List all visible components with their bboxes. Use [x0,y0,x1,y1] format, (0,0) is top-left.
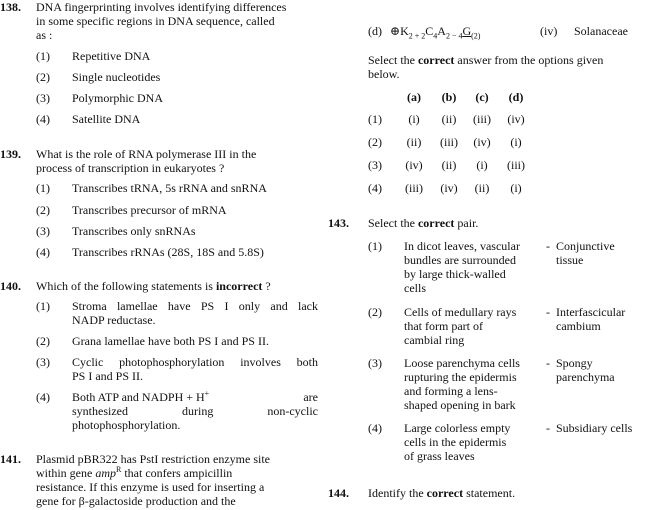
pair-line: Loose parenchyma cells [404,356,520,370]
question-line: as : [36,28,53,42]
option-number: (3) [36,91,50,105]
pair-line: cells [404,281,426,295]
instruction [368,53,650,81]
table-row[interactable] [368,181,568,197]
pair-left [404,356,544,412]
table-row[interactable] [368,135,568,151]
pair-line: cambium [556,319,601,333]
question-text [36,0,318,42]
row-number: (1) [368,112,382,126]
floral-formula [390,24,481,41]
row-number: (4) [368,181,382,195]
pair-left [404,421,544,463]
question-line: What is the role of RNA polymerase III in the [36,147,257,161]
option-number: (1) [368,239,382,253]
superscript: R [116,465,122,474]
pair-line: In dicot leaves, vascular [404,239,520,253]
option-text: Polymorphic DNA [72,91,163,105]
text: Select the [368,53,418,67]
question-line: process of transcription in eukaryotes ? [36,161,225,175]
table-cell: (i) [510,181,522,195]
text: K [400,24,409,38]
text: pair. [454,216,479,230]
option-text [72,299,318,327]
text: are [303,390,318,404]
option-line: photophosphorylation. [72,418,181,432]
option-text: Satellite DNA [72,112,141,126]
column-header: (c) [475,90,489,104]
option-text [72,355,318,383]
question-number: 140. [0,279,21,293]
question-line: DNA fingerprinting involves identifying differences [36,0,287,14]
emphasis: correct [417,216,455,230]
option-number: (3) [36,224,50,238]
pair-line: and forming a lens- [404,384,498,398]
table-cell: (i) [408,112,420,126]
emphasis: correct [426,486,464,500]
pair-line: by large thick-walled [404,267,506,281]
text: Select the [368,216,418,230]
option-line: Cyclic photophosphorylation involves both [72,355,318,369]
answer-options-table [368,90,568,195]
dash: - [546,356,550,370]
subscript: 4 [433,31,438,41]
subscript: (2) [471,31,481,41]
question-text [368,216,478,230]
table-row[interactable] [368,112,568,128]
option-number: (2) [36,334,50,348]
text: within gene [36,466,96,480]
text: that confers ampicillin [121,466,233,480]
pair-left [404,305,544,347]
table-cell: (ii) [474,181,490,195]
row-number: (3) [368,158,382,172]
pair-line: cells in the epidermis [404,435,507,449]
pair-line: of grass leaves [404,449,475,463]
option-number: (1) [36,299,50,313]
option-line: PS I and PS II. [72,369,144,383]
pair-right [556,305,625,333]
pair-line: cambial ring [404,333,465,347]
option-text: Repetitive DNA [72,49,151,63]
question-line: resistance. If this enzyme is used for inserting a [36,480,265,494]
question-text [368,486,515,500]
text: Both ATP and NADPH + H [72,390,205,404]
pair-line: that form part of [404,319,483,333]
option-number: (4) [368,421,382,435]
pair-line: rupturing the epidermis [404,370,517,384]
column-header: (b) [441,90,457,104]
option-number: (1) [36,181,50,195]
subscript: 2 + 2 [408,31,426,41]
match-row-d [368,24,650,41]
table-cell: (i) [476,158,488,172]
option-number: (4) [36,112,50,126]
option-number: (3) [368,356,382,370]
question-line: gene for β-galactoside production and the [36,494,236,508]
text: statement. [463,486,516,500]
option-line: NADP reductase. [72,313,156,327]
option-line [72,390,318,404]
option-text [72,390,318,432]
pair-line: tissue [556,253,584,267]
emphasis: correct [417,53,455,67]
match-number: (iv) [540,24,558,38]
question-line: Plasmid pBR322 has PstI restriction enzyme site [36,452,270,466]
instruction-line [368,53,650,67]
option-text: Transcribes tRNA, 5s rRNA and snRNA [72,181,267,195]
pair-line: Large colorless empty [404,421,511,435]
question-line [36,466,318,480]
option-line: synthesized during non-cyclic [72,404,318,418]
pair-line: Subsidiary cells [556,421,633,435]
pair-left [404,239,544,295]
option-number: (3) [36,355,50,369]
table-cell: (iii) [473,112,491,126]
row-number: (2) [368,135,382,149]
table-row[interactable] [368,158,568,174]
question-line: in some specific regions in DNA sequence, called [36,14,275,28]
option-number: (2) [368,305,382,319]
emphasis: incorrect [215,279,263,293]
question-text [36,147,318,175]
table-cell: (i) [510,135,522,149]
pair-line: Interfascicular [556,305,626,319]
option-number: (4) [36,245,50,259]
table-cell: (ii) [441,112,457,126]
question-text [36,279,318,293]
question-number: 143. [328,216,349,230]
option-text: Transcribes rRNAs (28S, 18S and 5.8S) [72,245,264,259]
text: Which of the following statements is [36,279,216,293]
question-number: 139. [0,147,21,161]
match-text: Solanaceae [574,24,628,38]
subscript: 2 − 4 [445,31,463,41]
table-cell: (iii) [507,158,525,172]
question-number: 141. [0,452,21,466]
row-label: (d) [368,24,382,38]
superscript: + [204,389,210,398]
text: G [462,24,472,38]
option-text: Single nucleotides [72,70,161,84]
dash: - [546,239,550,253]
text: ? [262,279,271,293]
text: C [425,24,434,38]
table-cell: (iv) [440,181,458,195]
column-header: (d) [508,90,524,104]
pair-right [556,239,615,267]
option-line: Stroma lamellae have PS I only and lack [72,299,318,313]
option-text: Grana lamellae have both PS I and PS II. [72,334,269,348]
pair-line: Cells of medullary rays [404,305,517,319]
table-cell: (ii) [406,135,422,149]
text: answer from the options given [454,53,604,67]
text: A [437,24,446,38]
pair-line: Conjunctive [556,239,615,253]
instruction-line: below. [368,67,400,81]
dash: - [546,305,550,319]
pair-right [556,356,615,384]
table-cell: (iv) [405,158,423,172]
question-number: 138. [0,0,21,14]
symbol: ⊕ [390,24,401,38]
table-cell: (iv) [507,112,525,126]
question-text [36,452,318,508]
table-cell: (iii) [440,135,458,149]
table-cell: (iii) [405,181,423,195]
table-cell: (iv) [473,135,491,149]
pair-line: bundles are surrounded [404,253,516,267]
question-number: 144. [328,486,349,500]
dash: - [546,421,550,435]
pair-right [556,421,632,435]
table-cell: (ii) [441,158,457,172]
option-text: Transcribes precursor of mRNA [72,203,227,217]
option-number: (4) [36,390,50,404]
option-text: Transcribes only snRNAs [72,224,196,238]
gene-name: amp [95,466,116,480]
pair-line: Spongy [556,356,593,370]
option-number: (1) [36,49,50,63]
pair-line: shaped opening in bark [404,398,516,412]
option-number: (2) [36,203,50,217]
pair-line: parenchyma [556,370,615,384]
column-header: (a) [407,90,421,104]
option-number: (2) [36,70,50,84]
text: Identify the [368,486,427,500]
